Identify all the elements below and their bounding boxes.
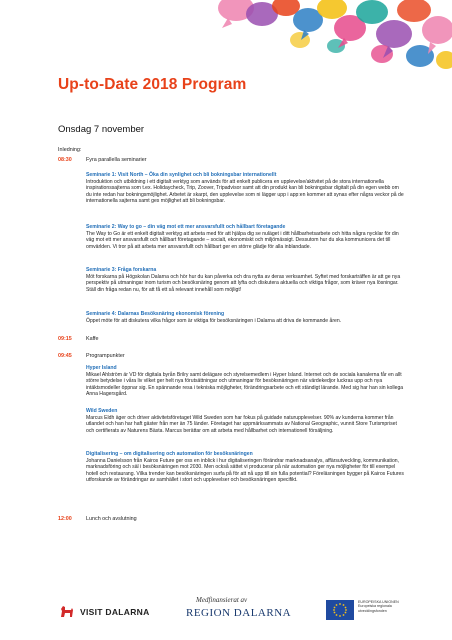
seminar-heading: Seminarie 1: Visit North – Öka din synlighet och bli bokningsbar internationellt — [86, 172, 277, 178]
schedule-time: 12:00 — [58, 516, 72, 522]
region-dalarna-logo — [186, 596, 296, 630]
intro-label: Inledning: — [58, 147, 82, 153]
seminar-block — [86, 311, 404, 324]
seminar-heading: Seminarie 3: Fråga forskarna — [86, 267, 157, 273]
eu-logo — [326, 600, 416, 630]
bubble-cluster — [218, 0, 452, 69]
seminar-block — [86, 224, 404, 250]
visit-dalarna-logo — [58, 602, 178, 622]
program-heading: Digitalisering – om digitalisering och automation för besöksnäringen — [86, 451, 253, 457]
eu-text: EUROPEISKA UNIONEN Europeiska regionala utvecklingsfonden — [358, 600, 399, 613]
seminar-body: Möt forskarna på Högskolan Dalarna och hör hur du kan påverka och dra nytta av deras verksamhet. Syftet med forskarträffen är att ge nya perspektiv på utmaningar inom turism och besöksnäring genom att lyfta och diskutera aktuella och viktiga frågor, som kräver nya lösningar. Ställ din fråga redan nu, för att få ett så relevant innehåll som möjligt! — [86, 273, 401, 293]
region-dalarna-text: REGION DALARNA — [186, 607, 292, 619]
program-body: Mikael Ahlström är VD för digitala byrån Brilry samt delägare och styrelsemedlem i Hyper Island. Internet och de sociala kanalerna får en allt större betydelse i våra liv vilket ger helt nya förutsättningar och utmaningar för besöksnäringen när värdekedjor luckras upp och nya intäktsmodeller öppnar sig. En spännande resa i tekniska möjligheter, förändringsarbete och ett ständigt lärande. Med sig har han sin kollega Anna Hagersgård. — [86, 371, 404, 397]
program-item — [86, 408, 404, 434]
program-body: Marcus Eldh äger och driver aktivitetsföretaget Wild Sweden som har fokus på guidade naturupplevelser. 90% av kunderna kommer från utlandet och han har haft gäster från mer än 75 länder. Företaget har uppmärksammats av National Geographic, vunnit Store Turismpriset och certifierats av Naturens Bästa. Marcus berättar om att arbeta med hållbarhet och internationell försäljning. — [86, 414, 397, 434]
program-heading: Wild Sweden — [86, 408, 118, 414]
program-body: Johanna Danielsson från Kairos Future ger oss en inblick i hur digitaliseringen förändrar marknadsanalys, affärsutveckling, kommunikation, marknadsföring och säl i besöksnäringen mot 2030. Men också sättet vi producerar på när automation ger nya möjligheter för till exempel hotell och restaurang. Vilka trender kan besöksnäringen surfa på för att nå upp till sin fulla potential? Föreläsningen bygger på Kairos Futures utforskande av förändringar av samhället i stort och upplevelser och besöksnäringen specifikt. — [86, 457, 404, 483]
eu-flag-icon — [326, 600, 354, 620]
schedule-time: 09:45 — [58, 353, 72, 359]
seminar-block — [86, 267, 404, 293]
seminar-body: Introduktion och utbildning i ett digitalt verktyg som används för att enkelt publicera en upplevelse/aktivitet på de stora internationella inspirationssajterna som t.ex. Holidaycheck, Trip, Zoover, Tripadvisor samt att din produkt kan bli bokningsbar digitalt på din egen webb om du inte redan har bokningsmöjlighet. Arbetet är skarpt, den upplevelse som ni lägger upp i app:en kommer att synas efter några veckor på de internationella sajterna samt ges möjlighet att bli bokningsbar. — [86, 178, 404, 204]
seminar-block — [86, 172, 404, 205]
schedule-label: Kaffe — [86, 336, 99, 342]
event-date: Onsdag 7 november — [58, 124, 145, 135]
visit-dalarna-text: VISIT DALARNA — [80, 607, 150, 617]
program-item — [86, 451, 404, 484]
program-item — [86, 365, 404, 398]
page-title: Up-to-Date 2018 Program — [58, 76, 247, 93]
seminar-body: Öppet möte för att diskutera vilka frågor som är viktiga för besöksnäringen i Dalarna att driva de kommande åren. — [86, 317, 342, 324]
seminar-body: The Way to Go är ett enkelt digitalt verktyg att arbeta med för att hjälpa dig se nuläget i ditt hållbarhetsarbete och hitta några nycklar för din väg mot ett mer ansvarsfullt och hållbart företagande – socialt, ekonomiskt och miljömässigt. Dessutom hur du ska kommunicera det till omvärlden. Vi tror på att arbeta mer ansvarsfullt och hållbart ger en större glädje för alla inblandade. — [86, 230, 399, 250]
speech-bubbles-decoration — [0, 0, 452, 80]
schedule-time: 09:15 — [58, 336, 72, 342]
schedule-label: Programpunkter — [86, 353, 125, 359]
seminar-heading: Seminarie 4: Dalarnas Besöksnäring ekonomisk förening — [86, 311, 225, 317]
schedule-time: 08:30 — [58, 157, 72, 163]
schedule-label: Lunch och avslutning — [86, 516, 137, 522]
dala-horse-icon — [58, 602, 76, 620]
seminar-heading: Seminarie 2: Way to go – din väg mot ett mer ansvarsfullt och hållbart företagande — [86, 224, 286, 230]
program-heading: Hyper Island — [86, 365, 117, 371]
cofinanced-text: Medfinansierat av — [196, 596, 248, 604]
schedule-label: Fyra parallella seminarier — [86, 157, 147, 163]
